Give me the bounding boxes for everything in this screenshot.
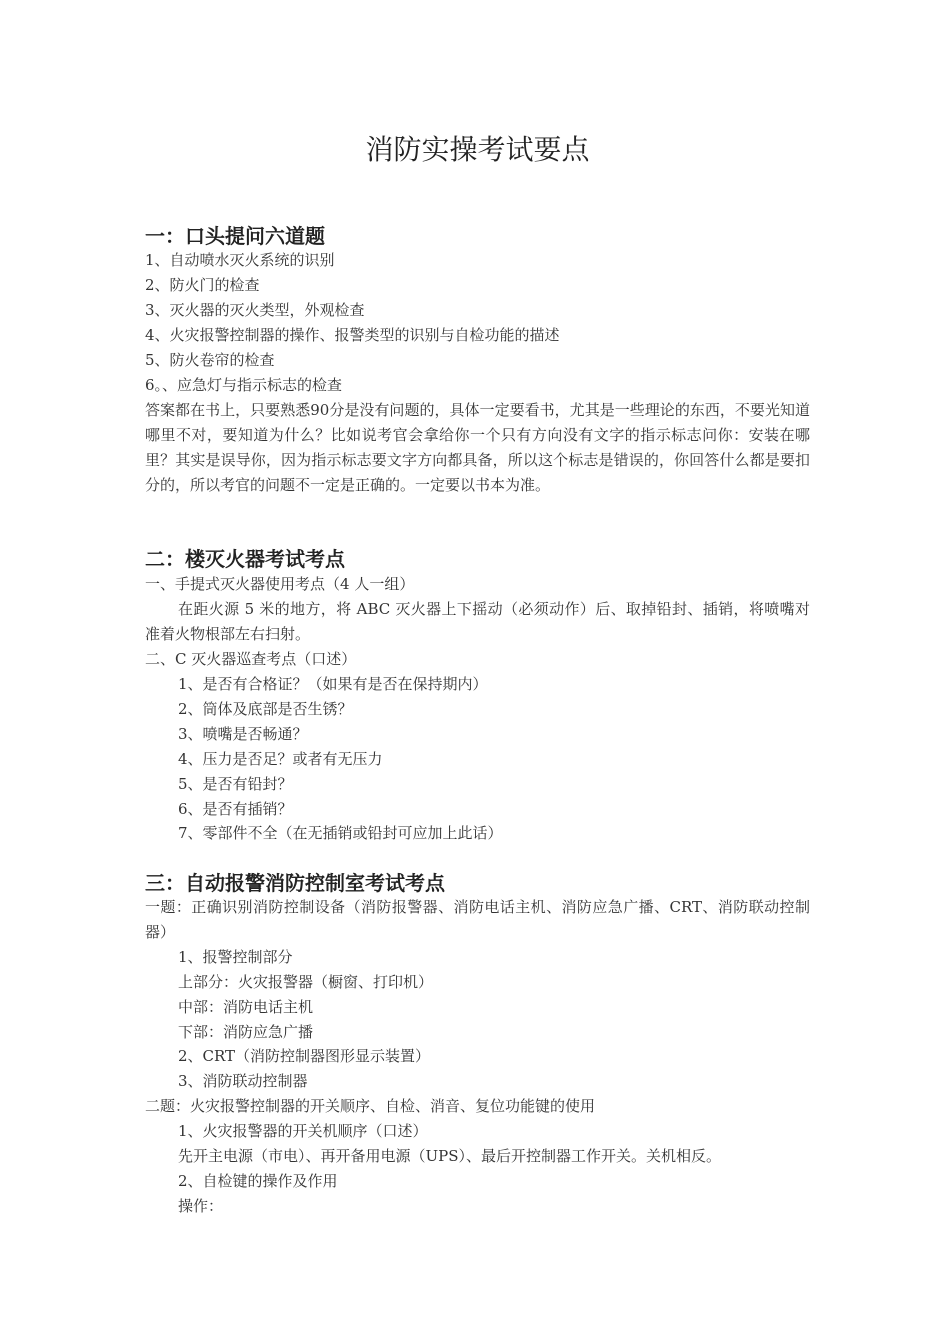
section-1-item: 4、火灾报警控制器的操作、报警类型的识别与自检功能的描述 [145, 326, 560, 344]
section-2-sub1-title: 一、手提式灭火器使用考点（4 人一组） [145, 575, 415, 593]
section-3-q1-text: 一题：正确识别消防控制设备（消防报警器、消防电话主机、消防应急广播、CRT、消防联动控制器） [145, 898, 810, 941]
section-2-sub2-title: 二、C 灭火器巡查考点（口述） [145, 650, 357, 668]
section-1-item: 3、灭火器的灭火类型，外观检查 [145, 301, 365, 319]
section-2-check-item: 3、喷嘴是否畅通？ [178, 725, 308, 743]
section-3-q1-item: 3、消防联动控制器 [178, 1072, 308, 1090]
section-3-q2-item: 先开主电源（市电）、再开备用电源（UPS）、最后开控制器工作开关。关机相反。 [178, 1147, 722, 1165]
section-1-item: 5、防火卷帘的检查 [145, 351, 275, 369]
section-2-check-item: 5、是否有铅封？ [178, 775, 293, 793]
section-2-check-item: 4、压力是否足？或者有无压力 [178, 750, 383, 768]
section-3-q1-item: 1、报警控制部分 [178, 948, 293, 966]
document-title: 消防实操考试要点 [365, 133, 590, 166]
section-2-check-item: 1、是否有合格证？（如果有是否在保持期内） [178, 675, 488, 693]
section-2-check-item: 2、筒体及底部是否生锈？ [178, 700, 353, 718]
section-2-check-item: 6、是否有插销？ [178, 800, 293, 818]
section-1-item: 6。、应急灯与指示标志的检查 [145, 376, 343, 394]
section-3-q1-item: 2、CRT（消防控制器图形显示装置） [178, 1047, 431, 1065]
section-1-item: 1、自动喷水灭火系统的识别 [145, 251, 335, 269]
section-3-q1-item: 下部：消防应急广播 [178, 1023, 314, 1041]
section-2-check-item: 7、零部件不全（在无插销或铅封可应加上此话） [178, 824, 503, 842]
section-2-heading: 二：楼灭火器考试考点 [145, 547, 345, 571]
section-3-q2-item: 1、火灾报警器的开关机顺序（口述） [178, 1122, 428, 1140]
section-3-q1-item: 中部：消防电话主机 [178, 998, 314, 1016]
section-3-q1-item: 上部分：火灾报警器（橱窗、打印机） [178, 973, 434, 991]
section-1-item: 2、防火门的检查 [145, 276, 260, 294]
section-1-note: 答案都在书上，只要熟悉90分是没有问题的，具体一定要看书，尤其是一些理论的东西，不要光知道哪里不对，要知道为什么？比如说考官会拿给你一个只有方向没有文字的指示标志问你：安装在哪里？其实是误导你，因为指示标志要文字方向都具备，所以这个标志是错误的，你回答什么都是要扣分的，所以考官的问题不一定是正确的。一定要以书本为准。 [145, 401, 810, 494]
section-3-q2-item: 操作： [178, 1197, 224, 1215]
section-1-heading: 一：口头提问六道题 [145, 224, 325, 248]
section-2-sub1-text: 在距火源 5 米的地方，将 ABC 灭火器上下摇动（必须动作）后、取掉铅封、插销，将喷嘴对准着火物根部左右扫射。 [145, 600, 810, 643]
section-3-heading: 三：自动报警消防控制室考试考点 [145, 871, 445, 895]
section-3-q2-text: 二题：火灾报警控制器的开关顺序、自检、消音、复位功能键的使用 [145, 1097, 596, 1115]
section-3-q2-item: 2、自检键的操作及作用 [178, 1172, 338, 1190]
